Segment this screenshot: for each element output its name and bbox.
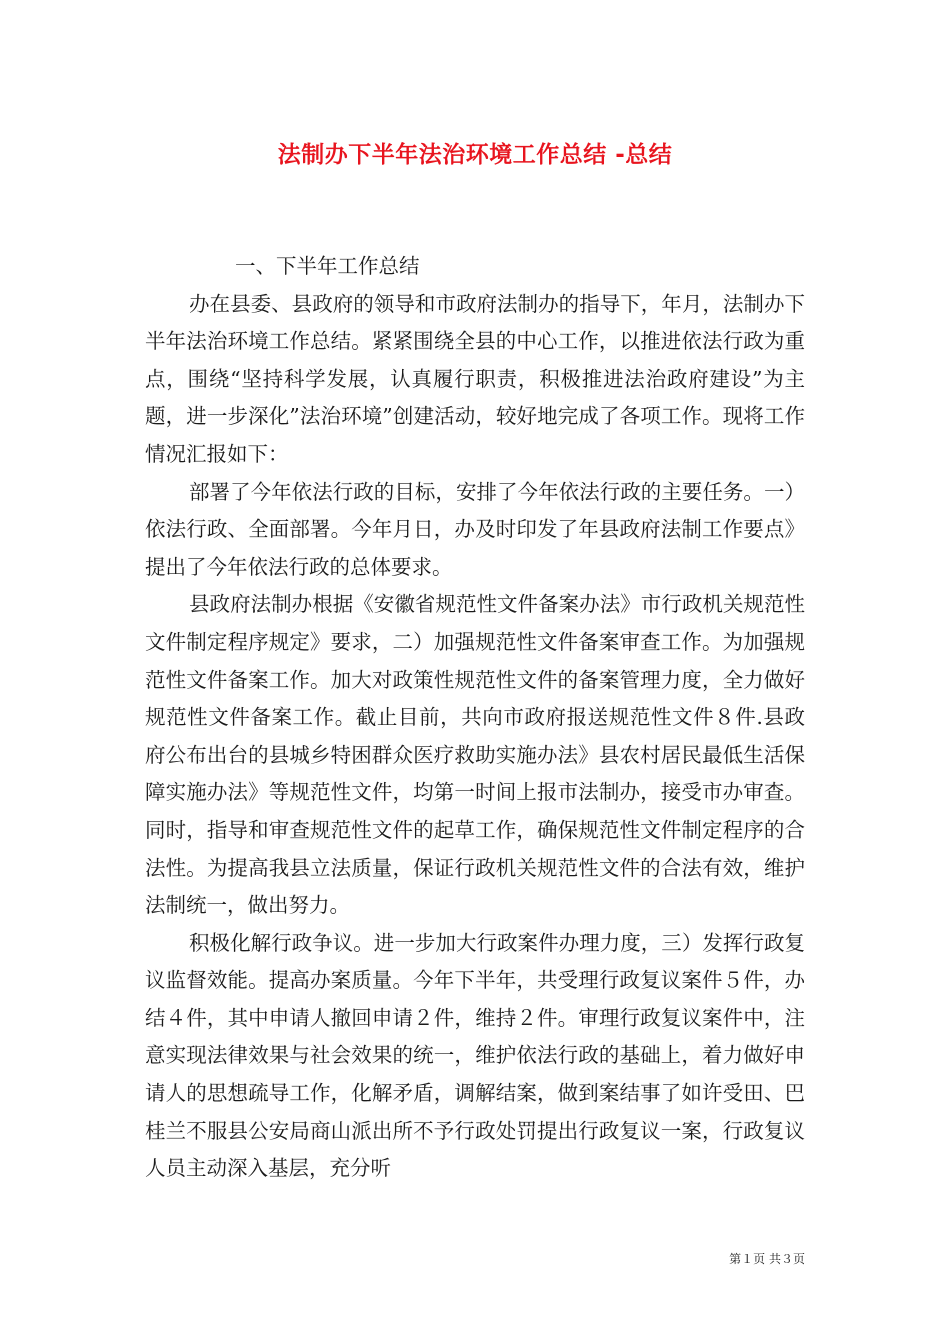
section-heading: 一、下半年工作总结 [235, 254, 420, 278]
paragraph-2: 部署了今年依法行政的目标，安排了今年依法行政的主要任务。一）依法行政、全面部署。今年月日，办及时印发了年县政府法制工作要点》提出了今年依法行政的总体要求。 [145, 479, 805, 579]
document-title: 法制办下半年法治环境工作总结 -总结 [277, 142, 673, 168]
paragraph-4: 积极化解行政争议。进一步加大行政案件办理力度，三）发挥行政复议监督效能。提高办案质量。今年下半年，共受理行政复议案件５件，办结４件，其中申请人撤回申请２件，维持２件。审理行政复议案件中，注意实现法律效果与社会效果的统一，维护依法行政的基础上，着力做好申请人的思想疏导工作，化解矛盾，调解结案，做到案结事了如许受田、巴桂兰不服县公安局商山派出所不予行政处罚提出行政复议一案，行政复议人员主动深入基层，充分听 [145, 930, 805, 1181]
paragraph-3: 县政府法制办根据《安徽省规范性文件备案办法》市行政机关规范性文件制定程序规定》要求，二）加强规范性文件备案审查工作。为加强规范性文件备案工作。加大对政策性规范性文件的备案管理力度，全力做好规范性文件备案工作。截止目前，共向市政府报送规范性文件８件.县政府公布出台的县城乡特困群众医疗救助实施办法》县农村居民最低生活保障实施办法》等规范性文件，均第一时间上报市法制办，接受市办审查。同时，指导和审查规范性文件的起草工作，确保规范性文件制定程序的合法性。为提高我县立法质量，保证行政机关规范性文件的合法有效，维护法制统一，做出努力。 [145, 592, 805, 918]
document-body [145, 248, 805, 1188]
page-number: 第１页 共３页 [729, 1252, 805, 1266]
paragraph-1: 办在县委、县政府的领导和市政府法制办的指导下，年月，法制办下半年法治环境工作总结。紧紧围绕全县的中心工作，以推进依法行政为重点，围绕“坚持科学发展，认真履行职责，积极推进法治政府建设”为主题，进一步深化”法治环境”创建活动，较好地完成了各项工作。现将工作情况汇报如下： [145, 291, 805, 466]
